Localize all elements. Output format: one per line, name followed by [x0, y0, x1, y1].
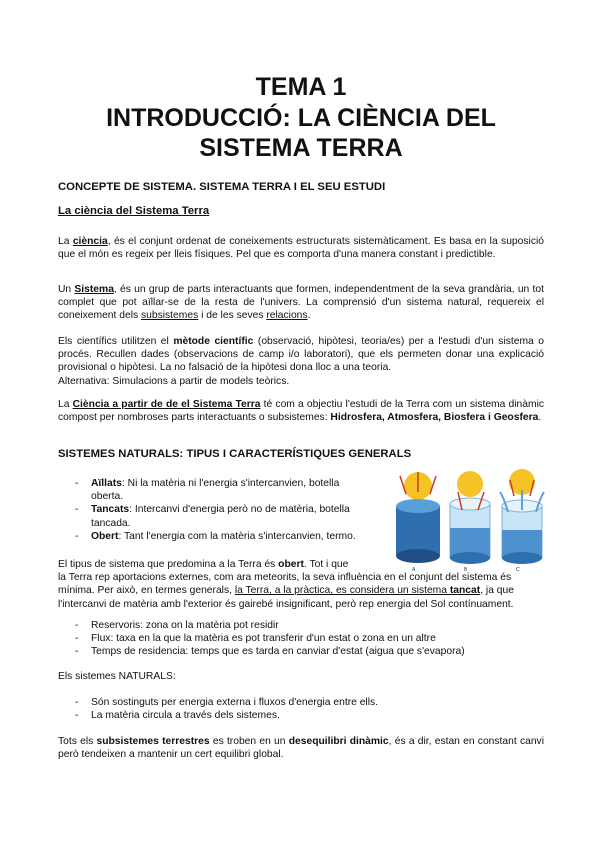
- text: La: [58, 399, 73, 410]
- text: , és el conjunt ordenat de coneixements estructurats sistemàticament. Es basa en la suposició que el món es regeix per lleis físiques. Pel que es comporta d'una manera constant i predictible.: [58, 236, 544, 261]
- subsystems-list: Hidrosfera, Atmosfera, Biosfera i Geosfera: [330, 412, 539, 424]
- text: (observació, hipòtesi, teoria/es) per a l'estudi d'un sistema o procés. Recullen dades (observacions de camp i/o laboratori), que els permeten donar una explicació provisional o hipòtesi. La no falsació de la hipòtesi dona lloc a una teoria.: [58, 336, 545, 374]
- text: es troben en un: [209, 736, 289, 747]
- text: té com a objectiu l'estudi de la Terra com un sistema dinàmic compost per nombroses parts interactuants o subsistemes:: [58, 399, 544, 424]
- list-item: [58, 477, 378, 503]
- term-subsistemes-terrestres: subsistemes terrestres: [96, 736, 210, 747]
- text: Tots els: [58, 736, 97, 747]
- title-line-2: INTRODUCCIÓ: LA CIÈNCIA DEL: [106, 103, 496, 132]
- text: , és a dir, estan en constant canvi però tendeixen a mantenir un cert equilibri global.: [58, 736, 544, 761]
- terra-sistema-tancat-underline: la Terra, a la pràctica, es considera un sistema: [234, 585, 450, 597]
- term-ciencia-sistema-terra: Ciència a partir de de el Sistema Terra: [72, 399, 261, 410]
- term-sistema: Sistema: [74, 284, 114, 295]
- term-tancats: Tancats: [91, 504, 130, 516]
- section-heading-sistema: CONCEPTE DE SISTEMA. SISTEMA TERRA I EL SEU ESTUDI: [58, 181, 386, 193]
- paragraph-sistema-obert: [58, 558, 544, 611]
- paragraph-ciencia-sistema-terra: [58, 398, 544, 424]
- list-item: [58, 503, 378, 529]
- page-title: [58, 72, 544, 164]
- title-line-3: SISTEMA TERRA: [199, 134, 403, 162]
- open-system-illustration: [500, 469, 544, 564]
- text: Els científics utilitzen el: [58, 336, 174, 347]
- term-relacions: relacions: [266, 310, 308, 322]
- list-item: - Temps de residencia: temps que es tarda en canviar d'estat (aigua que s'evapora): [58, 645, 544, 658]
- list-item: - Flux: taxa en la que la matèria es pot transferir d'un estat o zona en un altre: [58, 632, 544, 645]
- text: l'intercanvi de matèria amb l'exterior és gairebé insignificant, però rep energia del Sol contínuament.: [58, 598, 514, 610]
- text: oberta.: [91, 491, 124, 503]
- title-line-1: TEMA 1: [255, 73, 347, 101]
- term-metode-cientific: mètode científic: [173, 336, 254, 347]
- text: .: [307, 310, 311, 322]
- term-subsistemes: subsistemes: [141, 310, 199, 322]
- text: : Ni la matèria ni l'energia s'intercanvien, botella: [121, 478, 340, 489]
- term-ciencia: ciència: [72, 236, 108, 247]
- paragraph-metode: [58, 335, 544, 388]
- list-item: - Són sostinguts per energia externa i fluxos d'energia entre ells.: [58, 696, 544, 709]
- term-obert-inline: obert: [278, 559, 304, 570]
- term-aillats: Aïllats: [91, 478, 122, 489]
- text: mínima. Per això, en termes generals,: [58, 585, 235, 597]
- list-item: [58, 530, 378, 543]
- list-item: - La matèria circula a través dels sistemes.: [58, 709, 544, 722]
- naturals-list: [58, 696, 544, 722]
- paragraph-sistema: [58, 283, 544, 323]
- text: . Tot i que: [303, 559, 349, 570]
- figure-label-a: A: [412, 567, 416, 573]
- paragraph-final: [58, 735, 544, 761]
- text-alternativa: Alternativa: Simulacions a partir de models teòrics.: [58, 375, 290, 387]
- text: Un: [58, 284, 75, 295]
- text: : Tant l'energia com la matèria s'intercanvien, termo.: [118, 530, 356, 542]
- text: i de les seves: [198, 310, 267, 322]
- naturals-heading: Els sistemes NATURALS:: [58, 671, 176, 682]
- term-obert: Obert: [91, 530, 119, 542]
- text: .: [538, 412, 542, 424]
- text: la Terra rep aportacions externes, com ara meteorits, la seva influència en el conjunt del sistema és: [58, 572, 512, 584]
- isolated-system-illustration: [396, 472, 440, 563]
- text: La: [58, 236, 73, 247]
- list-item: - Reservoris: zona on la matèria pot residir: [58, 619, 544, 632]
- text: tancada.: [91, 517, 131, 529]
- terms-list: [58, 619, 544, 659]
- subheading-ciencia-sistema-terra: La ciència del Sistema Terra: [58, 205, 210, 217]
- section-heading-sistemes-naturals: SISTEMES NATURALS: TIPUS I CARACTERÍSTIQUES GENERALS: [58, 448, 412, 460]
- text: , ja que: [480, 585, 514, 597]
- closed-system-illustration: [450, 471, 490, 564]
- term-desequilibri-dinamic: desequilibri dinàmic: [288, 736, 389, 747]
- term-tancat-inline: tancat: [449, 585, 481, 597]
- text: : Intercanvi d'energia però no de matèria, botella: [129, 504, 350, 516]
- text: , és un grup de parts interactuants que formen, independentment de la seva grandària, un tot complet que pot aïllar-se de la resta de l'univers. La comprensió d'un sistema natural, requereix el coneixement dels: [58, 284, 544, 322]
- paragraph-ciencia: [58, 235, 544, 261]
- figure-label-c: C: [516, 567, 520, 573]
- system-types-list: [58, 477, 378, 543]
- text: El tipus de sistema que predomina a la Terra és: [58, 559, 279, 570]
- figure-label-b: B: [464, 567, 468, 573]
